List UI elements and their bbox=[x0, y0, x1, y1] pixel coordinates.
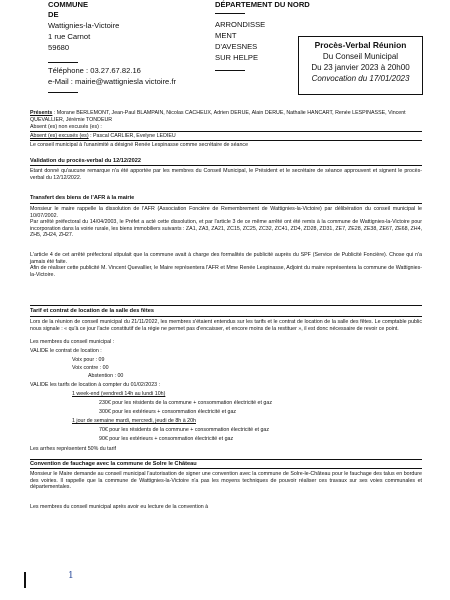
commune-postal: 59680 bbox=[48, 43, 70, 52]
absent-excused-label: Absent (es) excusés (es) bbox=[30, 133, 89, 139]
weekend-residents: 230€ pour les résidents de la commune + consommation électricité et gaz bbox=[99, 400, 272, 406]
pv-title: Procès-Verbal Réunion bbox=[314, 40, 407, 50]
commune-email: e-Mail : mairie@wattigniesla victoire.fr bbox=[48, 77, 176, 86]
section-afr-p2: Par arrêté préfectoral du 14/04/2003, le Préfet a acté cette dissolution, et par l'article 3 de ce même arrêté ont été remis à la commune de Wattignies-la-Victoire pour incorporation dans la voirie rurale, les biens immobiliers suivants : ZA1, ZA3, ZA21, ZC15, ZC25, ZC32, ZC41, ZD4, ZD28, ZD31, ZE7, ZE28, ZE38, ZE67, ZE68, ZH4, ZH5, ZH24, ZH27. bbox=[30, 219, 422, 238]
footer-bar bbox=[24, 572, 26, 588]
commune-address: 1 rue Carnot bbox=[48, 32, 91, 41]
section-pv-validation-title: Validation du procès-verbal du 12/12/2022 bbox=[30, 158, 141, 164]
section-fauchage-p2: Les membres du conseil municipal après avoir eu lecture de la convention à bbox=[30, 504, 209, 510]
deposit-note: Les arrhes représentent 50% du tarif bbox=[30, 446, 116, 452]
header-mid-divider bbox=[215, 13, 245, 14]
page-number: 1 bbox=[68, 571, 74, 581]
weekday-residents: 70€ pour les résidents de la commune + consommation électricité et gaz bbox=[99, 427, 270, 433]
pv-council: Du Conseil Municipal bbox=[322, 52, 399, 61]
header-left-divider bbox=[48, 62, 78, 63]
weekday-title: 1 jour de semaine mardi, mercredi, jeudi de 8h à 20h bbox=[72, 418, 196, 424]
weekend-title: 1 week-end (vendredi 14h au lundi 10h) bbox=[72, 391, 166, 397]
commune-phone: Téléphone : 03.27.67.82.16 bbox=[48, 66, 141, 75]
section-tarif-rule-top bbox=[30, 305, 422, 306]
weekday-exterieurs: 90€ pour les extérieurs + consommation électricité et gaz bbox=[99, 436, 234, 442]
absent-excused-names: : Pascal CARLIER, Evelyne LEDIEU bbox=[88, 133, 176, 139]
section-afr-p3: L'article 4 de cet arrêté préfectoral stipulait que la commune avait à charge des formalités de publicité auprès du SPF (Service de Publicité Foncière). Chose qui n'a jamais été faite. bbox=[30, 252, 422, 265]
section-tarif-p1: Lors de la réunion de conseil municipal du 21/11/2022, les membres s'étaient entendus sur les tarifs et le contrat de location de la salle des fêtes. Le comptable public nous signale : « qu'à ce jour l'acte constitutif de la régie ne permet pas d'encaisser, et encore moins de la restituer », il est donc nécessaire de revoir ce point. bbox=[30, 319, 422, 332]
section-tarif-rule bbox=[30, 316, 422, 317]
present-list bbox=[30, 110, 422, 123]
section-afr-p4: Afin de réaliser cette publicité M. Vincent Quevallier, le Maire représentera l'AFR et Mme Renée Lespinasse, Adjoint du maire représentera la commune de Wattignies-la-Victoire. bbox=[30, 265, 422, 278]
commune-name: Wattignies-la-Victoire bbox=[48, 21, 120, 30]
section-pv-validation-text: Etant donné qu'aucune remarque n'a été apportée par les membres du Conseil Municipal, le Président et le secrétaire de séance approuvent et signent le procès-verbal du 12/12/2022. bbox=[30, 168, 422, 181]
section-tarif-title: Tarif et contrat de location de la salle des fêtes bbox=[30, 308, 154, 314]
pv-date: Du 23 janvier 2023 à 20h00 bbox=[311, 63, 410, 72]
pv-title-box bbox=[298, 36, 423, 95]
absent-not-excused: Absent (es) non excusés (es) : bbox=[30, 124, 422, 132]
present-label: Présents bbox=[30, 110, 53, 116]
section-afr-title: Transfert des biens de l'AFR à la mairie bbox=[30, 195, 135, 201]
vote-abstention: Abstention : 00 bbox=[88, 373, 124, 379]
arrondissement-line-4: SUR HELPE bbox=[215, 53, 259, 62]
commune-label: COMMUNE bbox=[48, 0, 89, 9]
section-fauchage-title: Convention de fauchage avec la commune de Solre le Château bbox=[30, 459, 422, 469]
weekend-exterieurs: 300€ pour les extérieurs + consommation électricité et gaz bbox=[99, 409, 237, 415]
pv-convocation: Convocation du 17/01/2023 bbox=[311, 74, 410, 83]
section-fauchage-p1: Monsieur le Maire demande au conseil municipal l'autorisation de signer une convention avec la commune de Solre-le-Château pour le fauchage des talus en bordure des voiries. Il rappelle que la commune de Wattignies-la-Victoire n'a pas les moyens techniques de pouvoir réaliser ces travaux sur ses voies communales et départementales. bbox=[30, 471, 422, 490]
section-tarif-validate-rates: VALIDE les tarifs de location à compter du 01/02/2023 : bbox=[30, 382, 161, 388]
section-pv-validation-rule bbox=[30, 165, 422, 166]
section-tarif-validate-contract: VALIDE le contrat de location : bbox=[30, 348, 102, 354]
absent-excused bbox=[30, 133, 422, 141]
secretary-designation: Le conseil municipal à l'unanimité a désigné Renée Lespinasse comme secrétaire de séance bbox=[30, 142, 249, 148]
header-mid-divider-2 bbox=[215, 70, 245, 71]
vote-pour: Voix pour : 09 bbox=[72, 357, 105, 363]
arrondissement-line-2: MENT bbox=[215, 31, 237, 40]
present-names: : Morane BERLEMONT, Jean-Paul BLAMPAIN, Nicolas CACHEUX, Adrien DERUE, Alain DERUE, Nathalie HANCART, Renée LESPINASSE, Vincent QUEVALLIER, Jérémie TONDEUR bbox=[30, 110, 406, 123]
department-label: DÉPARTEMENT DU NORD bbox=[215, 0, 310, 9]
arrondissement-line-3: D'AVESNES bbox=[215, 42, 258, 51]
section-afr-rule bbox=[30, 203, 422, 204]
de-label: DE bbox=[48, 10, 59, 19]
vote-contre: Voix contre : 00 bbox=[72, 365, 109, 371]
header-left-divider-2 bbox=[48, 92, 78, 93]
arrondissement-line-1: ARRONDISSE bbox=[215, 20, 266, 29]
section-tarif-members: Les membres du conseil municipal : bbox=[30, 339, 115, 345]
section-afr-p1: Monsieur le maire rappelle la dissolution de l'AFR (Association Foncière de Remembrement de Wattignies-la-Victoire) par délibération du conseil municipal le 10/07/2002. bbox=[30, 206, 422, 219]
